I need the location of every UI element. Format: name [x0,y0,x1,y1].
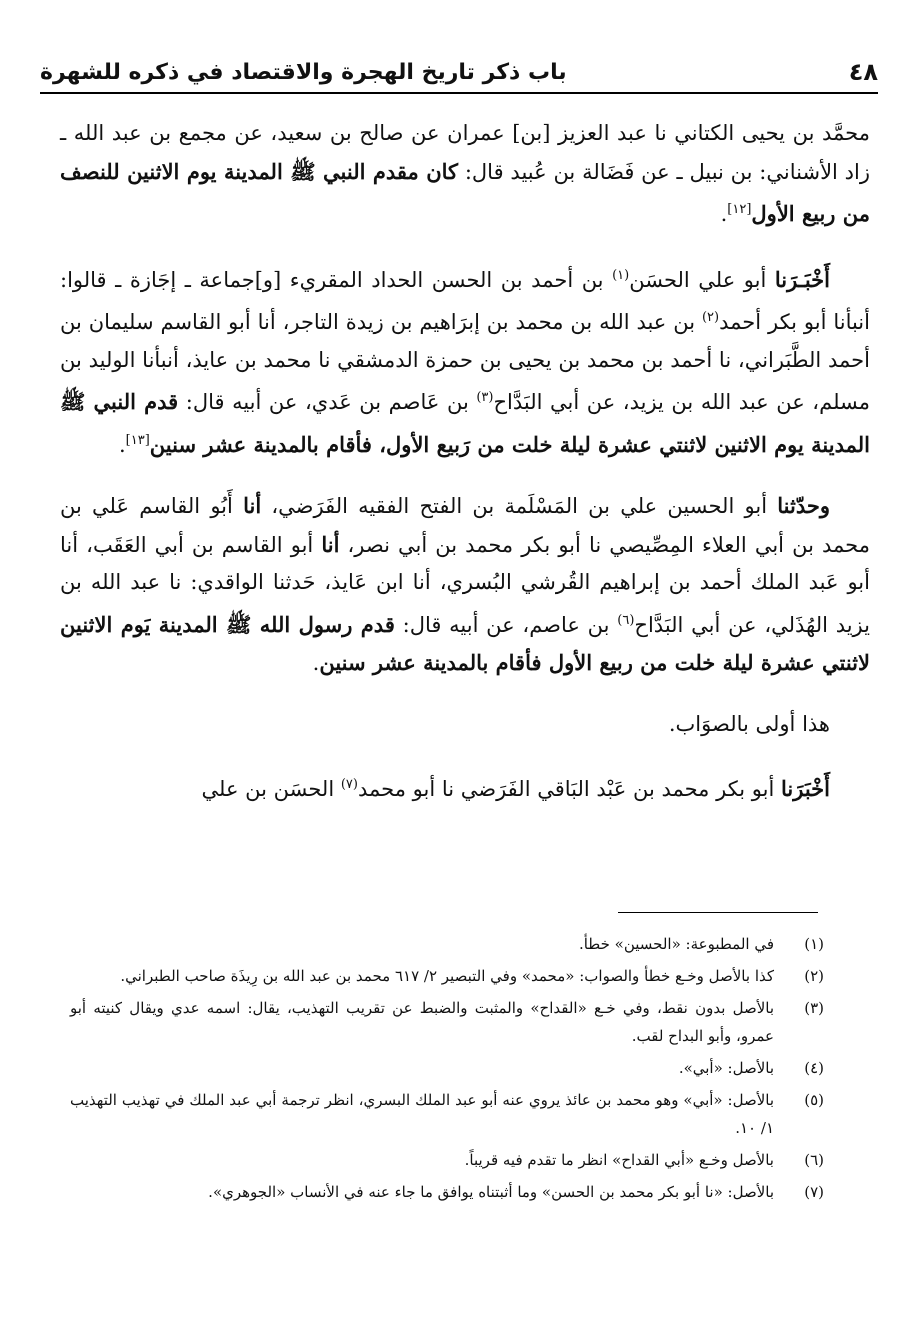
emphasis-text: قدم رسول الله ﷺ المدينة يَوم الاثنين لاثنتي عشرة ليلة خلت من ربيع الأول فأقام بالمدينة عشر سنين [60,611,870,675]
main-text [60,115,870,832]
footnote [70,1178,824,1206]
footnote-separator [618,912,818,913]
emphasis-text: أنا [243,493,262,518]
footnote [70,1146,824,1174]
emphasis-text: قدم النبي ﷺ المدينة يوم الاثنين لاثنتي عشرة ليلة خلت من رَبيع الأول، فأقام بالمدينة عشر سنين [60,389,870,457]
footnote-ref: (١) [612,267,630,283]
emphasis-text: أَخْبَـرَنا [774,266,830,292]
emphasis-text: وحدّثنا [777,493,830,518]
footnote [70,1054,824,1082]
text-run: . [312,651,320,675]
footnote-ref: (٣) [476,390,494,405]
page-header [40,52,878,94]
footnotes [70,930,824,1210]
text-run: بن عبد الله بن محمد بن إبرَاهيم بن زيدة التاجر، أنا أبو القاسم سليمان بن أحمد الطَّبَراني، نا أحمد بن محمد بن يحيى بن حمزة الدمشقي نا محمد بن عايذ، أنبأنا الوليد بن مسلم، عن عبد الله بن يزيد، عن أبي البَدَّاح [60,310,871,414]
text-run: أبو علي الحسَن [629,267,775,292]
text-run: الحسَن بن علي [201,777,341,801]
text-run: . [720,202,728,226]
footnote [70,994,824,1050]
footnote-ref: (٧) [340,777,358,792]
text-run: بن عَاصم بن عَدي، عن أبيه قال: [178,390,477,414]
footnote-number: (٧) [804,1183,824,1201]
footnote-text: بالأصل: «أبي» وهو محمد بن عائذ يروي عنه أبو عبد الملك البسري، انظر ترجمة أبي عبد الملك في تهذيب التهذيب ١/ ١٠. [70,1091,774,1137]
footnote-ref: (٦) [617,612,635,628]
footnote [70,1086,824,1142]
text-run: بن عاصم، عن أبيه قال: [394,612,618,637]
chapter-title: باب ذكر تاريخ الهجرة والاقتصاد في ذكره للشهرة [40,59,567,85]
footnote-number: (٦) [804,1151,824,1169]
footnote-ref: [١٢] [727,202,752,217]
footnote-number: (٣) [804,999,824,1017]
emphasis-text: كان مقدم النبي ﷺ المدينة يوم الاثنين للنصف من ربيع الأول [60,158,870,226]
footnote-text: بالأصل وخـع «أبي القداح» انظر ما تقدم فيه قريباً. [464,1151,774,1169]
footnote-ref: (٢) [701,310,720,325]
text-run: أبو الحسين علي بن المَسْلَمة بن الفتح الفقيه الفَرَضي، [261,494,778,518]
emphasis-text: أنا [321,531,340,557]
text-run: أبو بكر محمد بن عَبْد البَاقي الفَرَضي نا أبو محمد [357,777,782,801]
footnote-number: (٢) [804,967,824,985]
paragraph [60,115,870,234]
footnote-text: بالأصل بدون نقط، وفي خـع «القداح» والمثبت والضبط عن تقريب التهذيب، يقال: اسمه عدي ويقال كنيته أبو عمرو، وأبو البداح لقب. [70,999,774,1045]
text-run: محمَّد بن يحيى الكتاني نا عبد العزيز [بن] عمران عن صالح بن سعيد، عن مجمع بن عبد الله ـ زاد الأشناني: بن نبيل ـ عن فَضَالة بن عُبيد قال: [60,121,871,184]
paragraph [60,706,870,744]
footnote-number: (٥) [804,1091,824,1109]
text-run: هذا أولى بالصوَاب. [668,711,830,736]
page-number: ٤٨ [848,58,878,86]
footnote [70,930,824,958]
paragraph [60,487,870,683]
footnote-number: (٤) [804,1059,824,1077]
footnote-text: كذا بالأصل وخـع خطأ والصواب: «محمد» وفي التبصير ٢/ ٦١٧ محمد بن عبد الله بن رِيذَة صاحب الطبراني. [120,967,774,985]
text-run: بن أحمد بن الحسن الحداد المقريء [و]جماعة ـ إجَازة ـ قالوا: أنبأنا أبو بكر أحمد [60,267,870,334]
footnote-text: بالأصل: «أبي». [678,1059,774,1077]
text-run: أبو القاسم بن أبي العَقَب، أنا أبو عَبد الملك أحمد بن إبراهيم القُرشي البُسري، أنا ابن عَايذ، حَدثنا الواقدي: نا عبد الله بن يزيد الهُذَلي، عن أبي البَدَّاح [60,532,870,637]
footnote-text: بالأصل: «نا أبو بكر محمد بن الحسن» وما أثبتناه يوافق ما جاء عنه في الأنساب «الجوهري». [208,1183,774,1201]
paragraph [60,257,870,465]
paragraph [60,766,870,809]
text-run: . [118,432,126,457]
text-run: أَبُو القاسم عَلي بن محمد بن أبي العلاء المِصِّيصي نا أبو بكر محمد بن أبي نصر، [60,494,870,557]
footnote-ref: [١٣] [125,432,150,448]
footnote-number: (١) [804,935,824,953]
footnote [70,962,824,990]
emphasis-text: أَخْبَرَنا [781,776,830,801]
footnote-text: في المطبوعة: «الحسين» خطأ. [578,935,774,953]
